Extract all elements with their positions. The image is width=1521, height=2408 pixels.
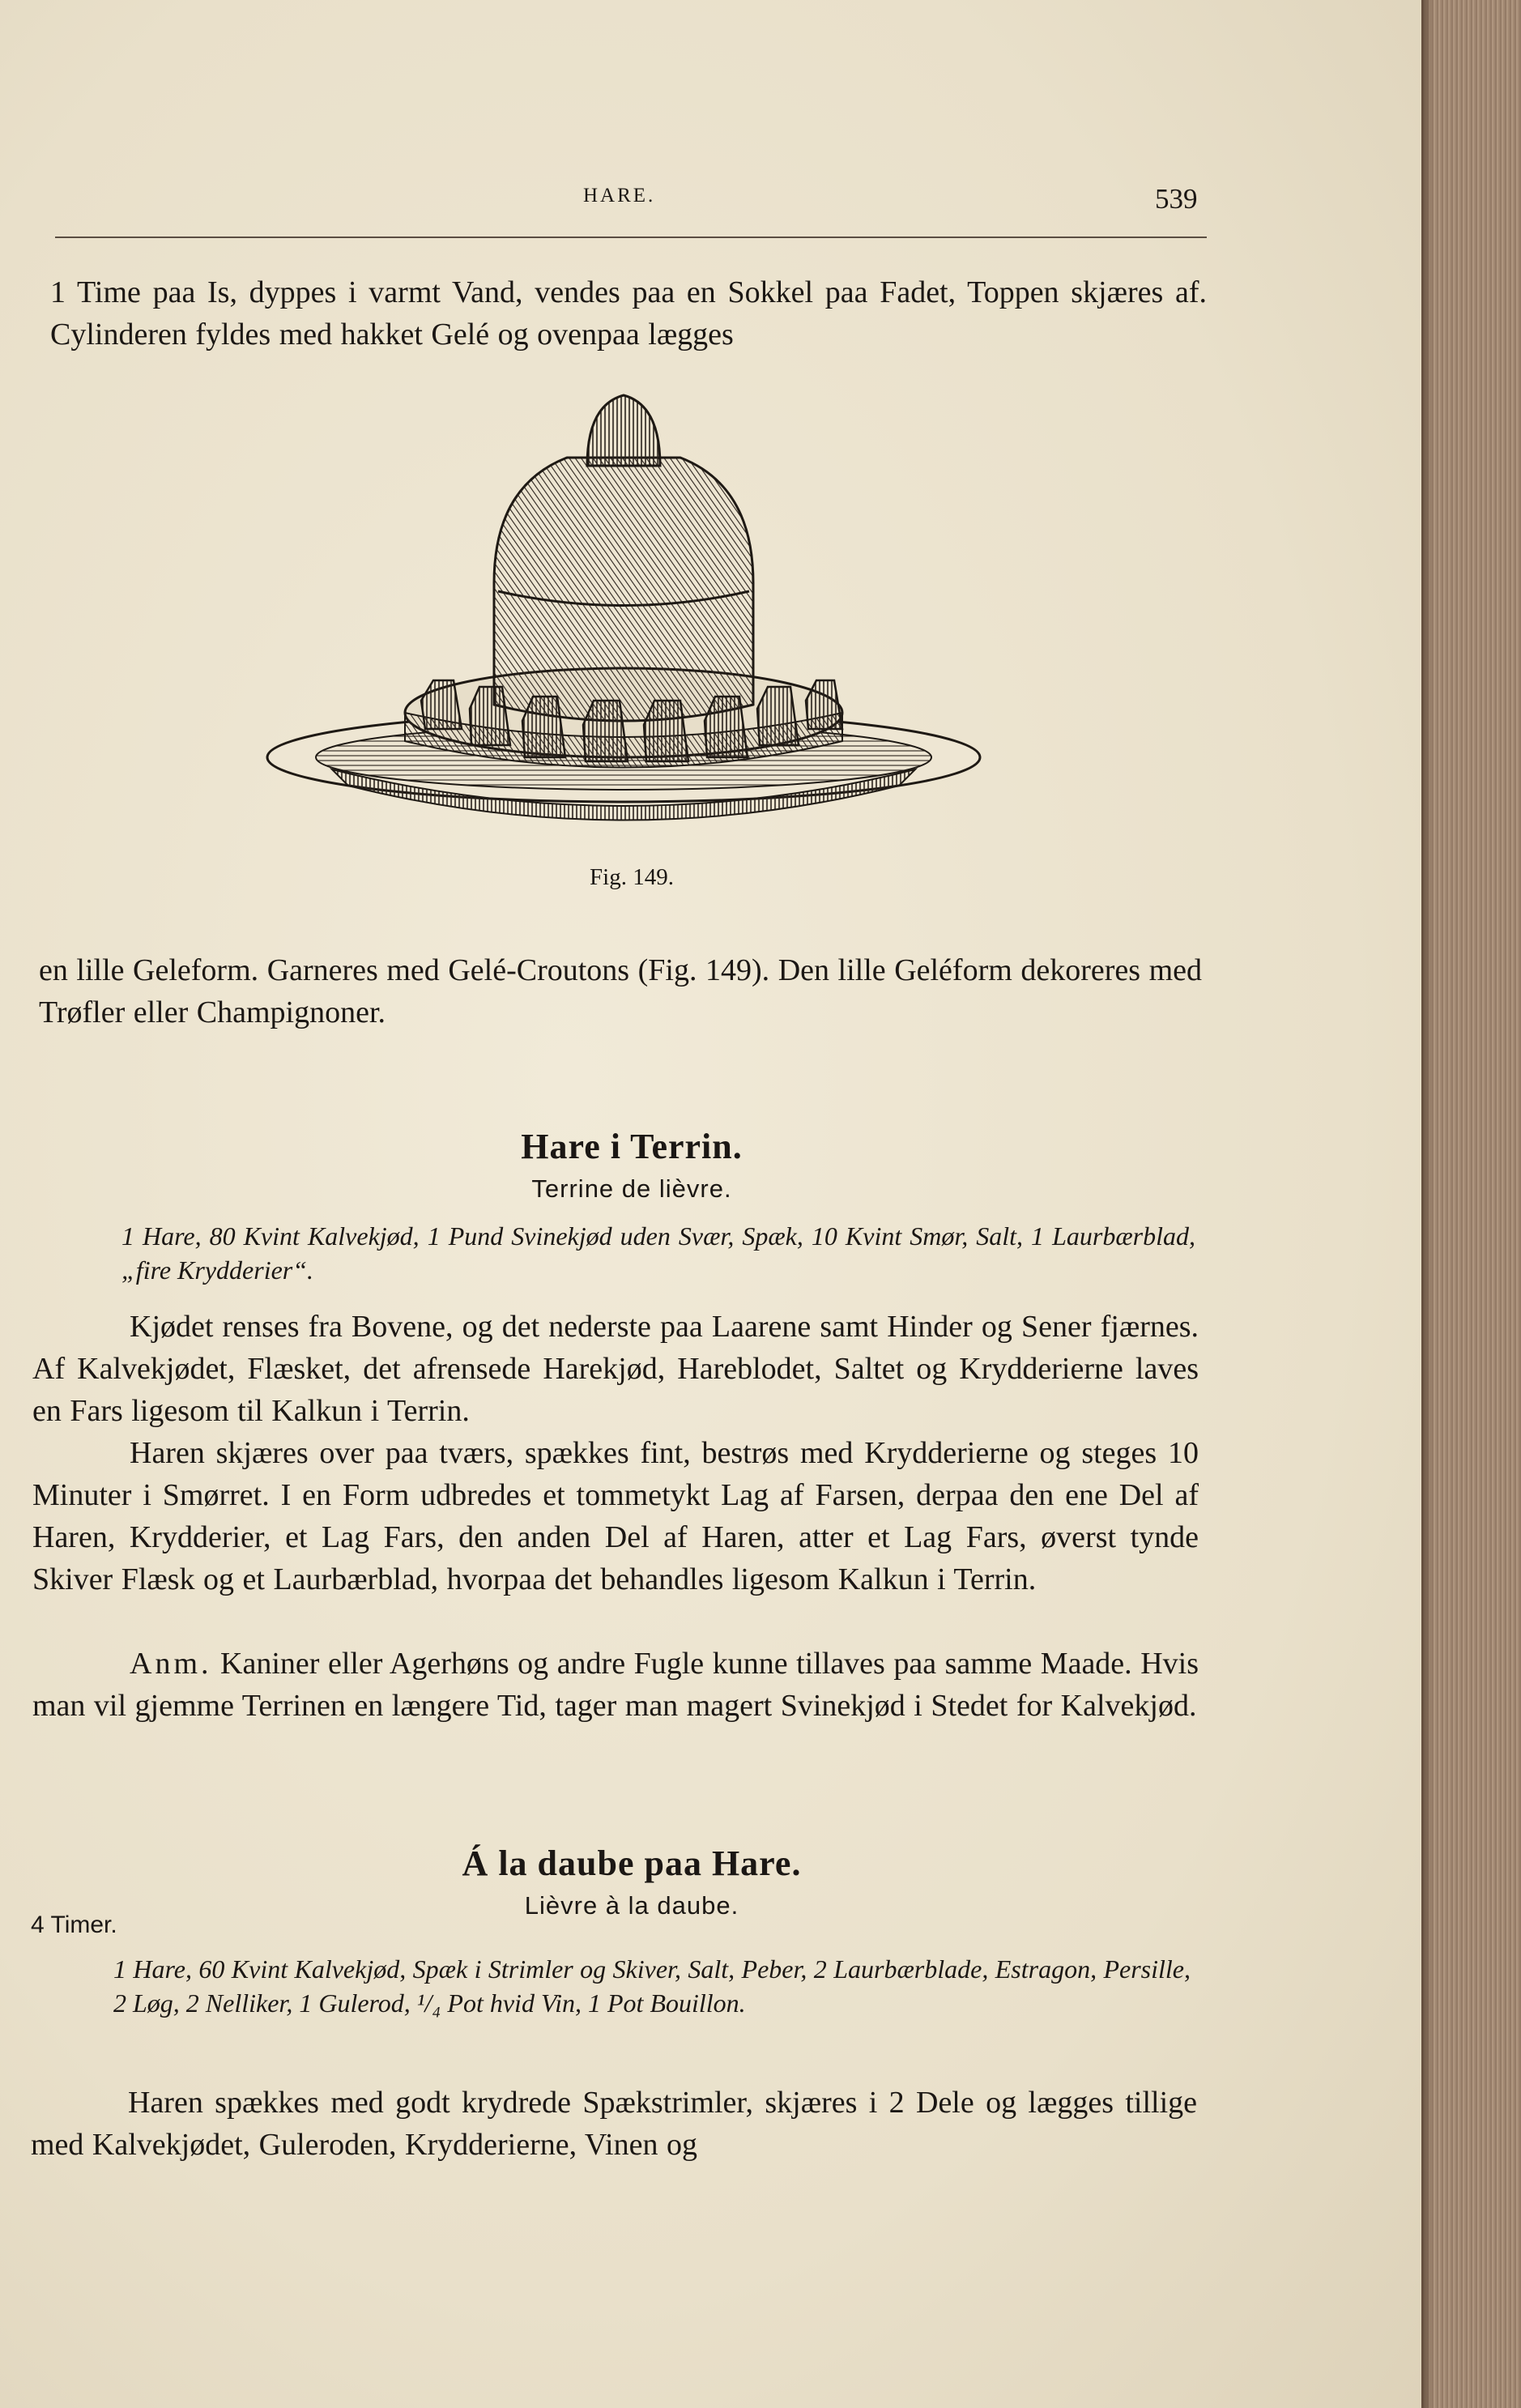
intro-paragraph: 1 Time paa Is, dyppes i varmt Vand, vendes paa en Sokkel paa Fadet, Toppen skjæres af. Cylinderen fyldes med hakket Gelé og ovenpaa lægges <box>50 275 1207 352</box>
running-title: HARE. <box>583 185 656 207</box>
recipe-title-a-la-daube: Á la daube paa Hare. <box>462 1843 802 1883</box>
ingredients-a-la-daube-part2: Pot hvid Vin, 1 Pot Bouillon. <box>441 1988 746 2018</box>
note-label: Anm. <box>130 1647 212 1681</box>
ingredients-a-la-daube <box>113 1952 1191 2020</box>
jelly-mould-illustration <box>259 389 1004 850</box>
header-rule <box>55 237 1207 238</box>
recipe1-paragraph-1: Kjødet renses fra Bovene, og det nederste paa Laarene samt Hinder og Sener fjærnes. Af Kalvekjødet, Flæsket, det afrensede Harekjød, Hareblodet, Saltet og Krydderierne laves en Fars ligesom til Kalkun i Terrin. <box>32 1310 1199 1428</box>
note-text: Kaniner eller Agerhøns og andre Fugle kunne tillaves paa samme Maade. Hvis man vil gjemme Terrinen en længere Tid, tager man magert Svinekjød i Stedet for Kalvekjød. <box>32 1647 1199 1723</box>
ingredients-a-la-daube-part1: 1 Hare, 60 Kvint Kalvekjød, Spæk i Strimler og Skiver, Salt, Peber, 2 Laurbærblade, Estragon, Persille, 2 Løg, 2 Nelliker, 1 Gulerod, <box>113 1954 1191 2018</box>
recipe-subtitle-daube: Lièvre à la daube. <box>524 1891 739 1920</box>
recipe1-note <box>32 1643 1199 1727</box>
time-margin-note: 4 Timer. <box>31 1911 117 1938</box>
figure-caption: Fig. 149. <box>590 864 674 890</box>
ingredients-hare-terrin: 1 Hare, 80 Kvint Kalvekjød, 1 Pund Svinekjød uden Svær, Spæk, 10 Kvint Smør, Salt, 1 Laurbærblad, „fire Krydderier“. <box>121 1221 1195 1285</box>
recipe1-paragraph-2: Haren skjæres over paa tværs, spækkes fint, bestrøs med Krydderierne og steges 10 Minuter i Smørret. I en Form udbredes et tommetykt Lag af Farsen, derpaa den ene Del af Haren, Krydderier, et Lag Fars, den anden Del af Haren, atter et Lag Fars, øverst tynde Skiver Flæsk og et Laurbærblad, hvorpaa det behandles ligesom Kalkun i Terrin. <box>32 1436 1199 1596</box>
book-page-edges <box>1421 0 1521 2408</box>
fraction-quarter: ¹/₄ <box>416 1988 441 2018</box>
page-number: 539 <box>1155 183 1198 215</box>
recipe2-paragraph: Haren spækkes med godt krydrede Spækstrimler, skjæres i 2 Dele og lægges tillige med Kalvekjødet, Guleroden, Krydderierne, Vinen og <box>31 2086 1197 2162</box>
recipe-title-hare-terrin: Hare i Terrin. <box>521 1127 743 1166</box>
after-figure-paragraph: en lille Geleform. Garneres med Gelé-Croutons (Fig. 149). Den lille Geléform dekoreres med Trøfler eller Champignoner. <box>39 953 1202 1029</box>
recipe-subtitle-terrine: Terrine de lièvre. <box>531 1174 732 1203</box>
